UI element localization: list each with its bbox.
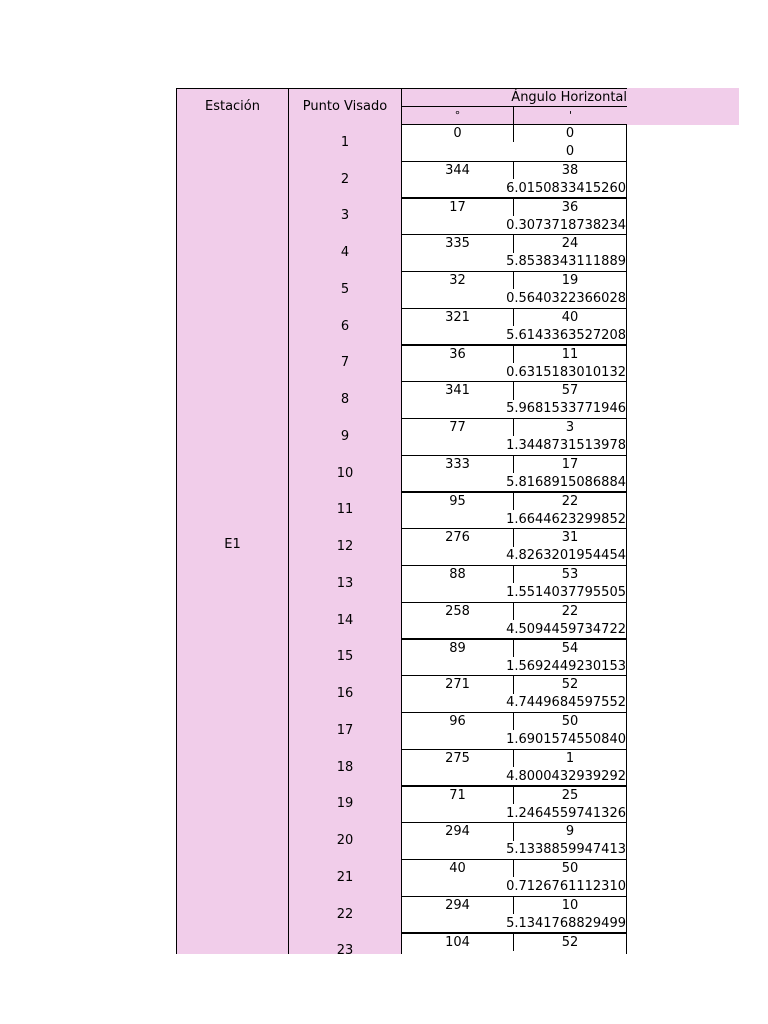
radians-cell: [401, 694, 627, 713]
punto-visado-cell: 19: [288, 786, 402, 824]
punto-visado-cell: 3: [288, 198, 402, 236]
radians-value: 0.3073718738234: [506, 217, 626, 233]
degrees-cell: 258: [401, 602, 514, 621]
punto-visado-cell: 4: [288, 234, 402, 272]
radians-cell: [401, 583, 627, 602]
degrees-cell: 32: [401, 271, 514, 290]
minutes-cell: 17: [513, 455, 627, 474]
punto-visado-cell: 5: [288, 271, 402, 309]
radians-value: 4.7449684597552: [506, 695, 626, 711]
radians-value: 4.8000432939292: [506, 768, 626, 784]
degrees-cell: 275: [401, 749, 514, 768]
radians-cell: [401, 914, 627, 933]
degrees-cell: 344: [401, 161, 514, 180]
degrees-cell: 321: [401, 308, 514, 327]
punto-visado-cell: 10: [288, 455, 402, 493]
minutes-cell: 22: [513, 492, 627, 511]
degrees-cell: 341: [401, 381, 514, 400]
degrees-cell: 77: [401, 418, 514, 437]
minutes-cell: 38: [513, 161, 627, 180]
punto-visado-cell: 1: [288, 124, 402, 162]
station-cell: E1: [176, 124, 289, 954]
header-estacion: Estación: [176, 88, 289, 125]
header-angulo-horizontal: Ángulo Horizontal: [401, 88, 627, 107]
punto-visado-cell: 2: [288, 161, 402, 199]
radians-cell: [401, 767, 627, 786]
punto-visado-cell: 9: [288, 418, 402, 456]
radians-cell: [401, 216, 627, 235]
radians-cell: [401, 326, 627, 345]
degrees-cell: 335: [401, 234, 514, 253]
minutes-cell: 31: [513, 528, 627, 547]
radians-cell: [401, 473, 627, 492]
punto-visado-cell: 18: [288, 749, 402, 787]
degrees-cell: 40: [401, 859, 514, 878]
radians-value: 0: [565, 144, 575, 160]
minutes-cell: 53: [513, 565, 627, 584]
minutes-cell: 52: [513, 933, 627, 952]
degrees-cell: 71: [401, 786, 514, 805]
header-minutos: ': [513, 106, 627, 125]
radians-value: 1.5692449230153: [506, 658, 626, 674]
radians-value: 4.5094459734722: [506, 621, 626, 637]
header-grados: °: [401, 106, 514, 125]
punto-visado-cell: 6: [288, 308, 402, 346]
radians-cell: [401, 841, 627, 860]
minutes-cell: 24: [513, 234, 627, 253]
punto-visado-cell: 14: [288, 602, 402, 640]
radians-value: 5.6143363527208: [506, 327, 626, 343]
radians-value: 1.5514037795505: [506, 585, 626, 601]
degrees-cell: 333: [401, 455, 514, 474]
punto-visado-cell: 11: [288, 492, 402, 530]
radians-value: 5.8538343111889: [506, 254, 626, 270]
minutes-cell: 50: [513, 712, 627, 731]
radians-value: 6.0150833415260: [506, 180, 626, 196]
punto-visado-cell: 22: [288, 896, 402, 934]
radians-value: 1.3448731513978: [506, 438, 626, 454]
minutes-cell: 10: [513, 896, 627, 915]
minutes-cell: 9: [513, 822, 627, 841]
minutes-cell: 50: [513, 859, 627, 878]
minutes-cell: 25: [513, 786, 627, 805]
radians-cell: [401, 400, 627, 419]
degrees-cell: 271: [401, 675, 514, 694]
radians-cell: [401, 142, 627, 161]
degrees-cell: 95: [401, 492, 514, 511]
punto-visado-cell: 23: [288, 933, 402, 955]
radians-value: 1.6644623299852: [506, 511, 626, 527]
minutes-cell: 36: [513, 198, 627, 217]
degrees-cell: 0: [401, 124, 514, 143]
radians-cell: [401, 289, 627, 308]
radians-cell: [401, 436, 627, 455]
radians-value: 5.8168915086884: [506, 474, 626, 490]
punto-visado-cell: 13: [288, 565, 402, 603]
minutes-cell: 22: [513, 602, 627, 621]
radians-cell: [401, 730, 627, 749]
radians-cell: [401, 547, 627, 566]
radians-cell: [401, 877, 627, 896]
degrees-cell: 88: [401, 565, 514, 584]
punto-visado-cell: 20: [288, 822, 402, 860]
radians-cell: [401, 657, 627, 676]
degrees-cell: 294: [401, 822, 514, 841]
minutes-cell: 40: [513, 308, 627, 327]
degrees-cell: 36: [401, 345, 514, 364]
minutes-cell: 3: [513, 418, 627, 437]
header-overflow-fill: [627, 88, 739, 125]
radians-cell: [401, 253, 627, 272]
radians-cell: [401, 510, 627, 529]
radians-value: 5.9681533771946: [506, 401, 626, 417]
radians-cell: [401, 804, 627, 823]
radians-value: 1.2464559741326: [506, 805, 626, 821]
radians-value: 1.6901574550840: [506, 732, 626, 748]
radians-value: 0.6315183010132: [506, 364, 626, 380]
radians-value: 0.5640322366028: [506, 291, 626, 307]
radians-cell: [401, 620, 627, 639]
minutes-cell: 54: [513, 639, 627, 658]
punto-visado-cell: 16: [288, 675, 402, 713]
radians-cell: [401, 363, 627, 382]
degrees-cell: 276: [401, 528, 514, 547]
header-punto-visado: Punto Visado: [288, 88, 402, 125]
degrees-cell: 17: [401, 198, 514, 217]
radians-value: 4.8263201954454: [506, 548, 626, 564]
degrees-cell: 294: [401, 896, 514, 915]
minutes-cell: 19: [513, 271, 627, 290]
punto-visado-cell: 12: [288, 528, 402, 566]
punto-visado-cell: 15: [288, 639, 402, 677]
minutes-cell: 52: [513, 675, 627, 694]
radians-cell: [401, 951, 627, 954]
radians-value: 0.7126761112310: [506, 879, 626, 895]
minutes-cell: 1: [513, 749, 627, 768]
degrees-cell: 96: [401, 712, 514, 731]
radians-cell: [401, 179, 627, 198]
punto-visado-cell: 7: [288, 345, 402, 383]
minutes-cell: 57: [513, 381, 627, 400]
punto-visado-cell: 17: [288, 712, 402, 750]
degrees-cell: 104: [401, 933, 514, 952]
radians-value: 5.1341768829499: [506, 915, 626, 931]
radians-value: 5.1338859947413: [506, 842, 626, 858]
punto-visado-cell: 8: [288, 381, 402, 419]
punto-visado-cell: 21: [288, 859, 402, 897]
minutes-cell: 11: [513, 345, 627, 364]
degrees-cell: 89: [401, 639, 514, 658]
minutes-cell: 0: [513, 124, 627, 143]
